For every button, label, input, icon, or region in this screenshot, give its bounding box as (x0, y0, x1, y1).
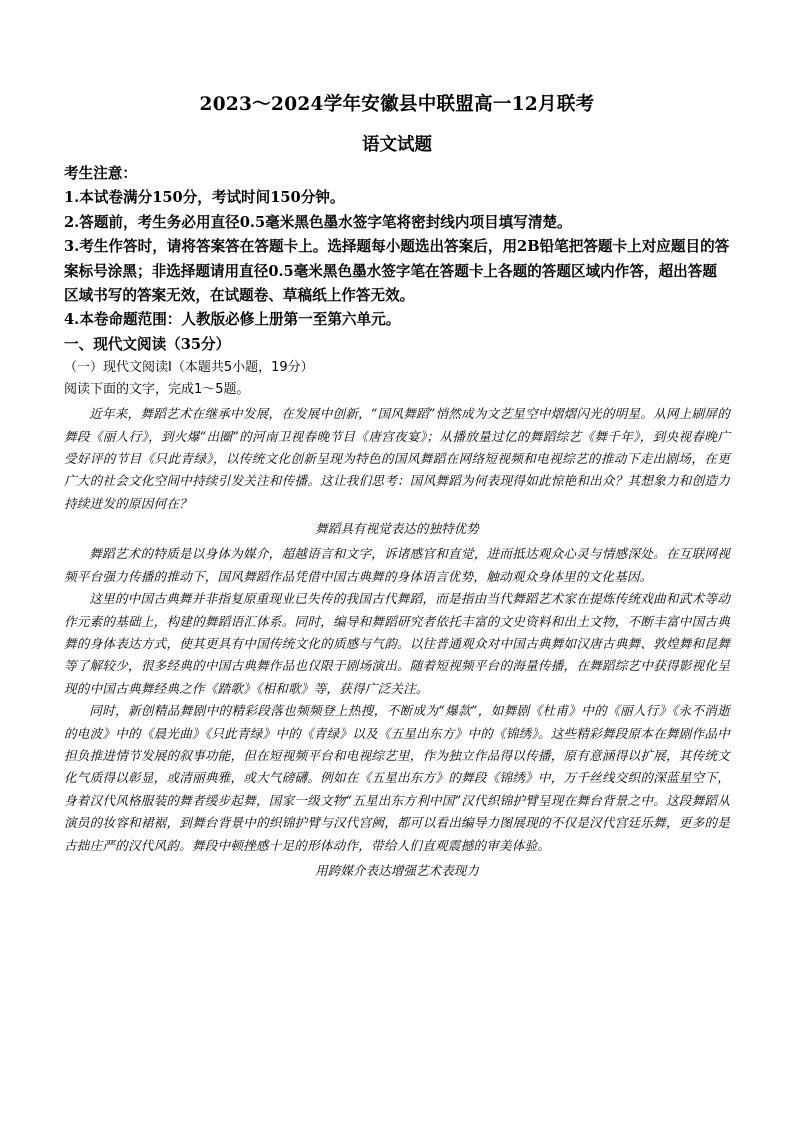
notice-item-4: 4.本卷命题范围：人教版必修上册第一至第六单元。 (64, 311, 401, 329)
article-paragraph-3: 同时，新创精品舞剧中的精彩段落也频频登上热搜，不断成为“爆款”，如舞剧《杜甫》中的《丽人行》《永不消逝的电波》中的《晨光曲》《只此青绿》中的《青绿》以及《五星出东方》中的《锦绣》。这些精彩舞段原本在舞剧作品中担负推进情节发展的叙事功能，但在短视频平台和电视综艺里，作为独立作品得以传播，原有意涵得以扩展，其传统文化气质得以彰显，或清丽典雅，或大气磅礴。例如在《五星出东方》的舞段《锦绣》中，万千丝线交织的深蓝星空下，身着汉代风格服装的舞者缓步起舞，国家一级文物“五星出东方利中国”汉代织锦护臂呈现在舞台背景之中。这段舞蹈从演员的妆容和裙裾，到舞台背景中的织锦护臂与汉代宫阙，都可以看出编导力图展现的不仅是汉代宫廷乐舞，更多的是古拙庄严的汉代风韵。舞段中顿挫感十足的形体动作，带给人们直观震撼的审美体验。 (64, 703, 730, 853)
section-title: 一、现代文阅读（35分） (64, 335, 231, 353)
article-subheading-1: 舞蹈具有视觉表达的独特优势 (315, 521, 479, 537)
article-subheading-2: 用跨媒介表达增强艺术表现力 (315, 862, 479, 878)
notice-item-3: 3.考生作答时，请将答案答在答题卡上。选择题每小题选出答案后，用2B铅笔把答题卡上对应题目的答案标号涂黑；非选择题请用直径0.5毫米黑色墨水签字笔在答题卡上各题的答题区域内作答，超出答题区域书写的答案无效，在试题卷、草稿纸上作答无效。 (64, 238, 730, 305)
notice-block (64, 162, 730, 333)
notice-item-2: 2.答题前，考生务必用直径0.5毫米黑色墨水签字笔将密封线内项目填写清楚。 (64, 213, 572, 231)
reading-instruction: 阅读下面的文字，完成1～5题。 (64, 382, 250, 398)
exam-title: 2023～2024学年安徽县中联盟高一12月联考 (199, 94, 595, 115)
subsection-title: （一）现代文阅读Ⅰ（本题共5小题，19分） (64, 360, 314, 376)
reading-article (64, 403, 730, 883)
article-paragraph-1: 舞蹈艺术的特质是以身体为媒介，超越语言和文字，诉诸感官和直觉，进而抵达观众心灵与情感深处。在互联网视频平台强力传播的推动下，国风舞蹈作品凭借中国古典舞的身体语言优势，触动观众身体里的文化基因。 (64, 546, 730, 584)
notice-item-1: 1.本试卷满分150分，考试时间150分钟。 (64, 189, 345, 207)
exam-subtitle: 语文试题 (362, 135, 432, 155)
article-paragraph-2: 这里的中国古典舞并非指复原重现业已失传的我国古代舞蹈，而是指由当代舞蹈艺术家在提炼传统戏曲和武术等动作元素的基础上，构建的舞蹈语汇体系。同时，编导和舞蹈研究者依托丰富的文史资料和出土文物，不断丰富中国古典舞的身体表达方式，使其更具有中国传统文化的质感与气韵。以往普通观众对中国古典舞如汉唐古典舞、敦煌舞和昆舞等了解较少，很多经典的中国古典舞作品也仅限于剧场演出。随着短视频平台的海量传播，在舞蹈综艺中获得影视化呈现的中国古典舞经典之作《踏歌》《相和歌》等，获得广泛关注。 (64, 591, 730, 696)
notice-heading: 考生注意： (64, 165, 137, 182)
exam-page (64, 92, 730, 885)
article-intro-paragraph: 近年来，舞蹈艺术在继承中发展，在发展中创新，“国风舞蹈”悄然成为文艺星空中熠熠闪光的明星。从网上刷屏的舞段《丽人行》，到火爆“出圈”的河南卫视春晚节目《唐宫夜宴》；从播放量过亿的舞蹈综艺《舞千年》，到央视春晚广受好评的节目《只此青绿》，以传统文化创新呈现为特色的国风舞蹈在网络短视频和电视综艺的推动下走出剧场，在更广大的社会文化空间中持续引发关注和传播。这让我们思考：国风舞蹈为何表现得如此惊艳和出众？其想象力和创造力持续迸发的原因何在？ (64, 406, 730, 511)
